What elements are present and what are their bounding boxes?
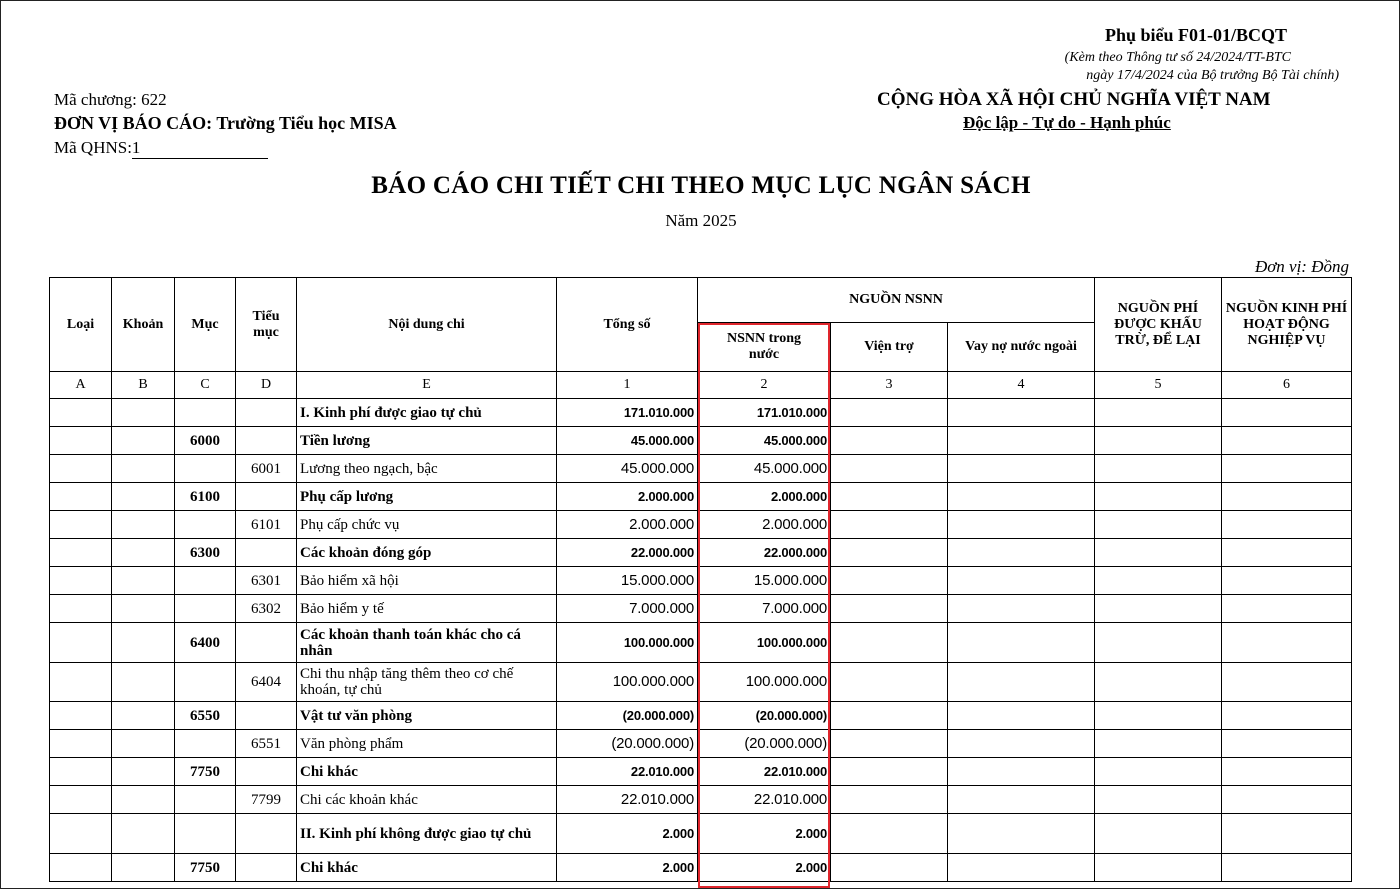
column-letter: 3 — [831, 372, 948, 399]
muc-cell — [175, 786, 236, 814]
muc-cell — [175, 511, 236, 539]
tieu-muc-cell: 6551 — [236, 730, 297, 758]
nsnn-cell: (20.000.000) — [698, 730, 831, 758]
nsnn-cell: 2.000.000 — [698, 483, 831, 511]
column-letter: C — [175, 372, 236, 399]
appendix-note-2: ngày 17/4/2024 của Bộ trưởng Bộ Tài chính) — [1086, 68, 1339, 83]
column-letter: E — [297, 372, 557, 399]
noi-dung-cell: I. Kinh phí được giao tự chủ — [297, 399, 557, 427]
tieu-muc-cell — [236, 623, 297, 663]
noi-dung-cell: Bảo hiểm xã hội — [297, 567, 557, 595]
noi-dung-cell: Phụ cấp chức vụ — [297, 511, 557, 539]
appendix-code: Phụ biểu F01-01/BCQT — [1104, 25, 1287, 45]
country-name: CỘNG HÒA XÃ HỘI CHỦ NGHĨA VIỆT NAM — [877, 89, 1271, 110]
noi-dung-cell: Lương theo ngạch, bậc — [297, 455, 557, 483]
table-row — [50, 758, 1352, 786]
budget-relation-code — [54, 138, 268, 159]
noi-dung-cell: Các khoản đóng góp — [297, 539, 557, 567]
national-motto: Độc lập - Tự do - Hạnh phúc — [963, 113, 1171, 132]
noi-dung-cell: Phụ cấp lương — [297, 483, 557, 511]
noi-dung-cell: Chi khác — [297, 854, 557, 882]
muc-cell — [175, 455, 236, 483]
noi-dung-cell: Bảo hiểm y tế — [297, 595, 557, 623]
table-row — [50, 567, 1352, 595]
muc-cell — [175, 399, 236, 427]
header-loai: Loại — [50, 278, 112, 372]
nsnn-cell: 22.010.000 — [698, 786, 831, 814]
column-letter: 1 — [557, 372, 698, 399]
header-vien-tro: Viện trợ — [831, 323, 948, 372]
tong-so-cell: 45.000.000 — [557, 455, 698, 483]
tieu-muc-cell — [236, 483, 297, 511]
header-noi-dung: Nội dung chi — [297, 278, 557, 372]
tieu-muc-cell — [236, 399, 297, 427]
column-letter: 5 — [1095, 372, 1222, 399]
muc-cell: 6400 — [175, 623, 236, 663]
tong-so-cell: 100.000.000 — [557, 663, 698, 702]
tieu-muc-cell: 6302 — [236, 595, 297, 623]
tong-so-cell: 15.000.000 — [557, 567, 698, 595]
nsnn-cell: 171.010.000 — [698, 399, 831, 427]
tong-so-cell: 2.000.000 — [557, 511, 698, 539]
noi-dung-cell: Chi thu nhập tăng thêm theo cơ chế khoán, tự chủ — [297, 663, 557, 702]
table-row — [50, 730, 1352, 758]
header-tong-so: Tổng số — [557, 278, 698, 372]
table-row — [50, 427, 1352, 455]
muc-cell: 6550 — [175, 702, 236, 730]
tong-so-cell: 100.000.000 — [557, 623, 698, 663]
table-row — [50, 854, 1352, 882]
column-letter: A — [50, 372, 112, 399]
nsnn-cell: 2.000.000 — [698, 511, 831, 539]
tong-so-cell: 22.010.000 — [557, 786, 698, 814]
tieu-muc-cell: 6301 — [236, 567, 297, 595]
header-nsnn-trong-nuoc: NSNN trong nước — [698, 323, 831, 372]
tieu-muc-cell: 7799 — [236, 786, 297, 814]
table-row — [50, 623, 1352, 663]
header-khoan: Khoản — [112, 278, 175, 372]
tong-so-cell: 45.000.000 — [557, 427, 698, 455]
table-row — [50, 455, 1352, 483]
table-row — [50, 595, 1352, 623]
header-vay-no: Vay nợ nước ngoài — [948, 323, 1095, 372]
nsnn-cell: 100.000.000 — [698, 663, 831, 702]
table-row — [50, 786, 1352, 814]
currency-unit: Đơn vị: Đồng — [1254, 257, 1349, 276]
header-tieu-muc: Tiểu mục — [236, 278, 297, 372]
table-row — [50, 511, 1352, 539]
tieu-muc-cell — [236, 758, 297, 786]
report-title: BÁO CÁO CHI TIẾT CHI THEO MỤC LỤC NGÂN SÁCH — [371, 172, 1031, 199]
table-row — [50, 702, 1352, 730]
muc-cell — [175, 567, 236, 595]
noi-dung-cell: II. Kinh phí không được giao tự chủ — [297, 814, 557, 854]
header-muc: Mục — [175, 278, 236, 372]
column-letter: 2 — [698, 372, 831, 399]
budget-relation-code-value: 1 — [132, 138, 268, 159]
chapter-code: Mã chương: 622 — [54, 90, 167, 109]
tieu-muc-cell — [236, 702, 297, 730]
report-year: Năm 2025 — [665, 211, 737, 230]
tong-so-cell: 2.000 — [557, 814, 698, 854]
appendix-note-1: (Kèm theo Thông tư số 24/2024/TT-BTC — [1064, 50, 1291, 65]
tong-so-cell: 22.010.000 — [557, 758, 698, 786]
tong-so-cell: 2.000.000 — [557, 483, 698, 511]
tong-so-cell: 2.000 — [557, 854, 698, 882]
reporting-unit: ĐƠN VỊ BÁO CÁO: Trường Tiểu học MISA — [54, 113, 397, 133]
tieu-muc-cell: 6001 — [236, 455, 297, 483]
noi-dung-cell: Văn phòng phẩm — [297, 730, 557, 758]
budget-detail-table — [49, 277, 1352, 882]
nsnn-cell: 45.000.000 — [698, 427, 831, 455]
tong-so-cell: (20.000.000) — [557, 702, 698, 730]
muc-cell — [175, 595, 236, 623]
table-row — [50, 539, 1352, 567]
muc-cell: 6000 — [175, 427, 236, 455]
tong-so-cell: (20.000.000) — [557, 730, 698, 758]
muc-cell: 7750 — [175, 758, 236, 786]
tieu-muc-cell — [236, 814, 297, 854]
noi-dung-cell: Các khoản thanh toán khác cho cá nhân — [297, 623, 557, 663]
noi-dung-cell: Vật tư văn phòng — [297, 702, 557, 730]
tong-so-cell: 171.010.000 — [557, 399, 698, 427]
header-nguon-nsnn: NGUỒN NSNN — [698, 278, 1095, 323]
nsnn-cell: 15.000.000 — [698, 567, 831, 595]
table-row — [50, 483, 1352, 511]
nsnn-cell: 2.000 — [698, 854, 831, 882]
muc-cell — [175, 663, 236, 702]
table-row — [50, 663, 1352, 702]
table-row — [50, 399, 1352, 427]
muc-cell — [175, 730, 236, 758]
noi-dung-cell: Chi các khoản khác — [297, 786, 557, 814]
tieu-muc-cell: 6101 — [236, 511, 297, 539]
tieu-muc-cell — [236, 427, 297, 455]
tieu-muc-cell — [236, 539, 297, 567]
nsnn-cell: (20.000.000) — [698, 702, 831, 730]
column-letter: 6 — [1222, 372, 1352, 399]
tong-so-cell: 7.000.000 — [557, 595, 698, 623]
tieu-muc-cell: 6404 — [236, 663, 297, 702]
budget-relation-code-label: Mã QHNS: — [54, 138, 132, 157]
muc-cell: 6300 — [175, 539, 236, 567]
noi-dung-cell: Chi khác — [297, 758, 557, 786]
nsnn-cell: 2.000 — [698, 814, 831, 854]
nsnn-cell: 22.000.000 — [698, 539, 831, 567]
header-nguon-phi: NGUỒN PHÍ ĐƯỢC KHẤU TRỪ, ĐỂ LẠI — [1095, 278, 1222, 372]
column-letter: B — [112, 372, 175, 399]
tieu-muc-cell — [236, 854, 297, 882]
nsnn-cell: 7.000.000 — [698, 595, 831, 623]
nsnn-cell: 22.010.000 — [698, 758, 831, 786]
column-letter: 4 — [948, 372, 1095, 399]
tong-so-cell: 22.000.000 — [557, 539, 698, 567]
muc-cell: 7750 — [175, 854, 236, 882]
table-row — [50, 814, 1352, 854]
column-letter: D — [236, 372, 297, 399]
muc-cell: 6100 — [175, 483, 236, 511]
header-nguon-kinh-phi: NGUỒN KINH PHÍ HOẠT ĐỘNG NGHIỆP VỤ — [1222, 278, 1352, 372]
noi-dung-cell: Tiền lương — [297, 427, 557, 455]
muc-cell — [175, 814, 236, 854]
nsnn-cell: 100.000.000 — [698, 623, 831, 663]
nsnn-cell: 45.000.000 — [698, 455, 831, 483]
